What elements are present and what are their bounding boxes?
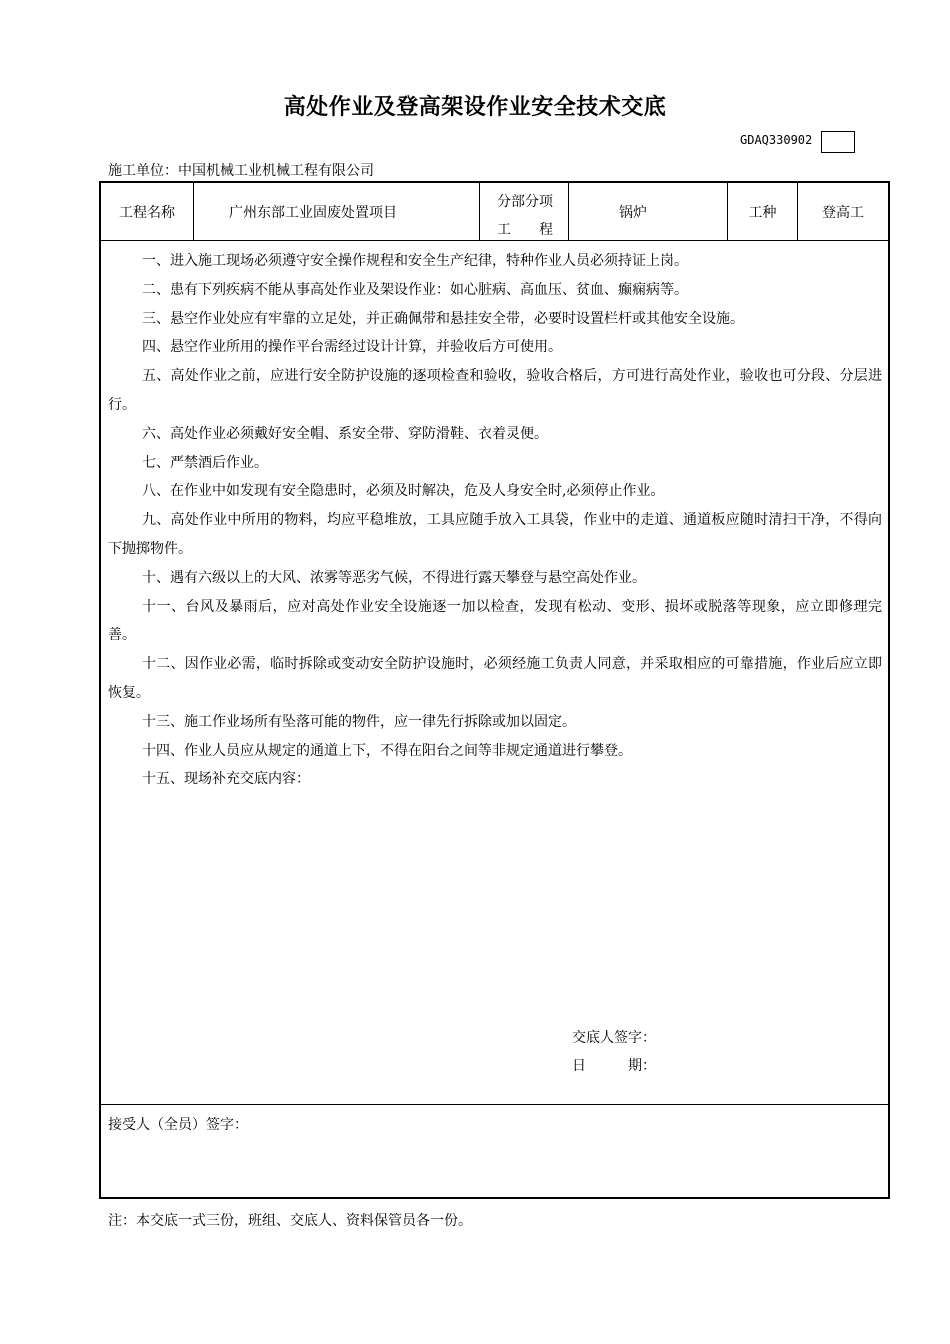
discloser-signature-label: 交底人签字： bbox=[572, 1030, 656, 1046]
safety-item: 三、悬空作业处应有牢靠的立足处，并正确佩带和悬挂安全带，必要时设置栏杆或其他安全设施。 bbox=[142, 310, 744, 327]
trade-value: 登高工 bbox=[822, 204, 864, 221]
safety-item: 二、患有下列疾病不能从事高处作业及架设作业：如心脏病、高血压、贫血、癫痫病等。 bbox=[142, 281, 688, 298]
project-name-value: 广州东部工业固废处置项目 bbox=[229, 204, 397, 221]
receiver-signature-label: 接受人（全员）签字： bbox=[108, 1117, 248, 1133]
date-label: 日 期： bbox=[572, 1058, 656, 1074]
trade-label: 工种 bbox=[748, 204, 777, 221]
safety-item: 十三、施工作业场所有坠落可能的物件，应一律先行拆除或加以固定。 bbox=[142, 713, 576, 730]
footer-note: 注：本交底一式三份，班组、交底人、资料保管员各一份。 bbox=[108, 1213, 472, 1229]
safety-item: 七、严禁酒后作业。 bbox=[142, 454, 268, 471]
subproject-value: 锅炉 bbox=[619, 204, 647, 221]
safety-item: 六、高处作业必须戴好安全帽、系安全带、穿防滑鞋、衣着灵便。 bbox=[142, 425, 548, 442]
safety-item: 一、进入施工现场必须遵守安全操作规程和安全生产纪律，特种作业人员必须持证上岗。 bbox=[142, 253, 688, 269]
safety-item: 十、遇有六级以上的大风、浓雾等恶劣气候，不得进行露天攀登与悬空高处作业。 bbox=[142, 569, 646, 586]
project-name-label: 工程名称 bbox=[119, 204, 175, 221]
subproject-label-line2: 工 程 bbox=[497, 222, 553, 238]
safety-item: 八、在作业中如发现有安全隐患时，必须及时解决，危及人身安全时,必须停止作业。 bbox=[142, 483, 665, 500]
safety-item: 九、高处作业中所用的物料，均应平稳堆放，工具应随手放入工具袋，作业中的走道、通道板应随时清扫干净，不得向下抛掷物件。 bbox=[108, 512, 882, 557]
safety-item: 十二、因作业必需，临时拆除或变动安全防护设施时，必须经施工负责人同意，并采取相应的可靠措施，作业后应立即恢复。 bbox=[108, 656, 882, 701]
code-suffix-box bbox=[821, 131, 855, 153]
subproject-label bbox=[484, 188, 566, 244]
construction-unit: 施工单位：中国机械工业机械工程有限公司 bbox=[108, 163, 374, 179]
header-col-divider-2 bbox=[479, 182, 480, 240]
document-code: GDAQ330902 bbox=[740, 133, 813, 147]
document-title: 高处作业及登高架设作业安全技术交底 bbox=[283, 95, 667, 120]
safety-items bbox=[108, 247, 882, 794]
receiver-section-divider bbox=[99, 1104, 890, 1105]
safety-item: 四、悬空作业所用的操作平台需经过设计计算，并验收后方可使用。 bbox=[142, 339, 562, 356]
safety-item: 十五、现场补充交底内容： bbox=[142, 771, 310, 788]
subproject-label-line1: 分部分项 bbox=[497, 194, 553, 210]
safety-item: 五、高处作业之前，应进行安全防护设施的逐项检查和验收，验收合格后，方可进行高处作业，验收也可分段、分层进行。 bbox=[108, 368, 882, 413]
safety-item: 十一、台风及暴雨后，应对高处作业安全设施逐一加以检查，发现有松动、变形、损坏或脱落等现象，应立即修理完善。 bbox=[108, 598, 882, 644]
safety-item: 十四、作业人员应从规定的通道上下，不得在阳台之间等非规定通道进行攀登。 bbox=[142, 742, 632, 759]
